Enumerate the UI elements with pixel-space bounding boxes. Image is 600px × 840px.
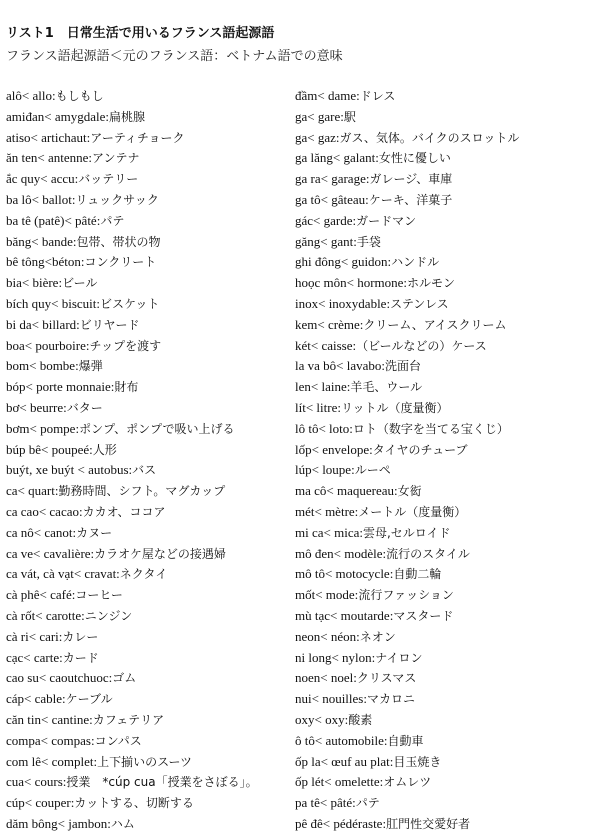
japanese-meaning: ガードマン [356, 213, 417, 228]
vietnamese-word: mô tô< motocycle: [295, 566, 394, 582]
vietnamese-word: mi ca< mica: [295, 524, 363, 540]
list-item [295, 232, 595, 253]
vietnamese-word: két< caisse: [295, 337, 357, 353]
japanese-meaning: 包帯、帯状の物 [76, 234, 161, 249]
list-item [6, 128, 290, 149]
list-item [6, 273, 290, 294]
vietnamese-word: hoọc môn< hormone: [295, 275, 408, 291]
list-item [295, 86, 595, 107]
japanese-meaning: ホルモン [407, 276, 456, 291]
list-item [295, 252, 595, 273]
japanese-meaning: カード [62, 650, 99, 665]
vietnamese-word: bơ< beurre: [6, 399, 67, 415]
list-item [6, 336, 290, 357]
vietnamese-word: ốp la< œuf au plat: [295, 753, 394, 769]
japanese-meaning: 授業 *cúp cua「授業をさぼる」。 [66, 775, 258, 790]
list-item [6, 731, 290, 752]
list-item [6, 502, 290, 523]
japanese-meaning: ビスケット [100, 296, 160, 311]
vietnamese-word: cạc< carte: [6, 649, 63, 665]
list-item [295, 460, 595, 481]
list-item [6, 648, 290, 669]
japanese-meaning: ニンジン [84, 608, 133, 623]
japanese-meaning: ネクタイ [119, 567, 168, 582]
list-item [6, 460, 290, 481]
japanese-meaning: ガス、気体。バイクのスロットル [339, 130, 520, 145]
japanese-meaning: 流行ファッション [358, 588, 454, 603]
japanese-meaning: ステンレス [390, 296, 449, 311]
vietnamese-word: ắc quy< accu: [6, 171, 79, 187]
list-item [295, 731, 595, 752]
list-item [295, 793, 595, 814]
vietnamese-word: ca vát, cà vạt< cravat: [6, 566, 120, 582]
list-item [295, 772, 595, 793]
japanese-meaning: カレー [62, 629, 99, 644]
japanese-meaning: ビール [62, 276, 98, 291]
japanese-meaning: リュックサック [75, 192, 159, 207]
japanese-meaning: （ビールなどの）ケース [356, 338, 487, 353]
list-item [6, 190, 290, 211]
japanese-meaning: オムレツ [383, 775, 432, 790]
vietnamese-word: alô< allo: [6, 88, 56, 103]
japanese-meaning: マカロニ [366, 692, 415, 707]
vietnamese-word: bích quy< biscuit: [6, 295, 100, 311]
list-item [6, 398, 290, 419]
japanese-meaning: アーティチョーク [90, 130, 185, 145]
japanese-meaning: 上下揃いのスーツ [97, 754, 193, 769]
list-item [295, 377, 595, 398]
list-item [295, 585, 595, 606]
list-item [295, 398, 595, 419]
japanese-meaning: 人形 [92, 442, 117, 457]
list-item [295, 814, 595, 835]
vietnamese-word: bi da< billard: [6, 316, 80, 332]
vietnamese-word: bóp< porte monnaie: [6, 379, 115, 395]
japanese-meaning: ガレージ、車庫 [369, 172, 453, 187]
list-item [295, 440, 595, 461]
list-item [6, 169, 290, 190]
vietnamese-word: ga< gaz: [295, 129, 340, 145]
list-item [295, 752, 595, 773]
vietnamese-word: ca nô< canot: [6, 524, 77, 540]
japanese-meaning: ドレス [359, 89, 396, 103]
list-item [6, 544, 290, 565]
list-item [6, 772, 290, 793]
list-item [6, 294, 290, 315]
vietnamese-word: ba tê (patê)< pâté: [6, 212, 101, 228]
japanese-meaning: 流行のスタイル [386, 546, 470, 561]
japanese-meaning: パテ [355, 796, 380, 811]
japanese-meaning: クリスマス [356, 671, 417, 686]
list-item [295, 668, 595, 689]
japanese-meaning: チップを渡す [89, 338, 162, 353]
list-item [6, 668, 290, 689]
vietnamese-word: cua< cours: [6, 774, 67, 790]
japanese-meaning: バター [66, 400, 103, 415]
vietnamese-word: bom< bombe: [6, 358, 79, 374]
vietnamese-word: búp bê< poupeé: [6, 441, 93, 457]
right-column [295, 86, 595, 835]
vietnamese-word: cà rốt< carotte: [6, 607, 85, 623]
japanese-meaning: 目玉焼き [393, 754, 442, 769]
list-item [6, 793, 290, 814]
list-title: リスト1 日常生活で用いるフランス語起源語 [6, 26, 275, 41]
list-item [6, 814, 290, 835]
vietnamese-word: cà ri< cari: [6, 628, 63, 644]
vietnamese-word: ga< gare: [295, 108, 344, 124]
list-item [295, 211, 595, 232]
japanese-meaning: ケーブル [65, 692, 113, 707]
vietnamese-word: ăn ten< antenne: [6, 150, 93, 166]
japanese-meaning: タイヤのチューブ [372, 442, 468, 457]
list-item [295, 356, 595, 377]
vietnamese-word: ma cô< maquereau: [295, 483, 398, 499]
list-item [295, 523, 595, 544]
list-item [6, 606, 290, 627]
list-item [6, 356, 290, 377]
vietnamese-word: nui< nouilles: [295, 691, 367, 707]
list-item [6, 627, 290, 648]
vietnamese-word: buýt, xe buýt < autobus: [6, 462, 133, 478]
vietnamese-word: pê đê< pédérastе: [295, 815, 387, 831]
list-item [295, 481, 595, 502]
list-item [6, 523, 290, 544]
list-item [295, 315, 595, 336]
japanese-meaning: ハンドル [391, 255, 440, 270]
japanese-meaning: リットル（度量衡） [340, 400, 449, 415]
vietnamese-word: ca< quart: [6, 483, 59, 499]
japanese-meaning: バス [132, 463, 157, 478]
vietnamese-word: lít< litre: [295, 399, 341, 415]
list-item [6, 315, 290, 336]
vietnamese-word: cà phê< café: [6, 587, 76, 603]
list-item [295, 294, 595, 315]
vietnamese-word: mét< mètre: [295, 503, 359, 519]
list-item [295, 627, 595, 648]
list-item [295, 648, 595, 669]
japanese-meaning: ポンプ、ポンプで吸い上げる [79, 421, 235, 436]
list-item [295, 273, 595, 294]
japanese-meaning: 爆弾 [78, 359, 103, 374]
vietnamese-word: mô đen< modèle: [295, 545, 387, 561]
vietnamese-word: lô tô< loto: [295, 420, 353, 436]
japanese-meaning: 駅 [343, 109, 356, 124]
japanese-meaning: ハム [110, 816, 135, 831]
list-item [6, 252, 290, 273]
japanese-meaning: 扁桃腺 [109, 109, 146, 124]
japanese-meaning: 酸素 [348, 712, 373, 727]
vietnamese-word: neon< néon: [295, 628, 360, 644]
japanese-meaning: コンクリート [84, 255, 157, 270]
vietnamese-word: lúp< loupe: [295, 462, 355, 478]
vietnamese-word: bê tông<béton: [6, 254, 85, 270]
japanese-meaning: 勤務時間、シフト。マグカップ [58, 484, 226, 499]
list-item [295, 606, 595, 627]
vietnamese-word: pa tê< pâté: [295, 795, 356, 811]
japanese-meaning: 洗面台 [385, 359, 422, 374]
japanese-meaning: カヌー [76, 525, 113, 540]
vietnamese-word: boa< pourboire: [6, 337, 90, 353]
list-item [6, 752, 290, 773]
list-item [6, 710, 290, 731]
vietnamese-word: ghi đông< guidon: [295, 254, 392, 270]
vietnamese-word: ốp lét< omelette: [295, 774, 384, 790]
list-item [6, 564, 290, 585]
japanese-meaning: 肛門性交愛好者 [386, 816, 471, 831]
japanese-meaning: もしもし [55, 89, 104, 103]
list-item [295, 419, 595, 440]
list-item [295, 564, 595, 585]
vietnamese-word: ô tô< automobile: [295, 732, 388, 748]
list-item [295, 336, 595, 357]
list-subtitle: フランス語起源語＜元のフランス語：ベトナム語での意味 [6, 49, 343, 64]
japanese-meaning: 雲母,セルロイド [362, 525, 451, 540]
vietnamese-word: kem< crème: [295, 316, 364, 332]
vietnamese-word: gác< garde: [295, 212, 357, 228]
japanese-meaning: ナイロン [375, 650, 423, 665]
japanese-meaning: 女衒 [397, 484, 422, 499]
japanese-meaning: 女性に優しい [378, 151, 451, 166]
list-item [295, 148, 595, 169]
vietnamese-word: ga ra< garage: [295, 171, 370, 187]
japanese-meaning: ロト（数字を当てる宝くじ） [352, 421, 509, 436]
vietnamese-word: compa< compas: [6, 732, 95, 748]
list-item [6, 440, 290, 461]
japanese-meaning: カットする、切断する [74, 796, 194, 811]
japanese-meaning: コンパス [94, 733, 142, 748]
vietnamese-word: ga lăng< galant: [295, 150, 379, 166]
vietnamese-word: len< laine: [295, 379, 351, 395]
japanese-meaning: カフェテリア [92, 712, 165, 727]
list-item [6, 689, 290, 710]
japanese-meaning: ルーペ [354, 463, 391, 478]
vietnamese-word: băng< bande: [6, 233, 77, 249]
vietnamese-word: bia< bière: [6, 275, 63, 291]
japanese-meaning: パテ [100, 213, 125, 228]
list-item [295, 710, 595, 731]
japanese-meaning: クリーム、アイスクリーム [363, 317, 507, 332]
list-item [6, 107, 290, 128]
japanese-meaning: カラオケ屋などの接遇婦 [94, 546, 226, 561]
vietnamese-word: bơm< pompe: [6, 420, 80, 436]
list-item [295, 544, 595, 565]
vietnamese-word: atiso< artichaut: [6, 129, 91, 145]
vietnamese-word: ca ve< cavalière: [6, 545, 95, 561]
vietnamese-word: cúp< couper: [6, 795, 75, 811]
list-item [6, 86, 290, 107]
vietnamese-word: dăm bông< jambon: [6, 815, 111, 831]
vietnamese-word: ga tô< gâteau: [295, 191, 369, 207]
vietnamese-word: inox< inoxydable: [295, 295, 391, 311]
japanese-meaning: カカオ、ココア [82, 504, 166, 519]
left-column [6, 86, 290, 835]
list-item [6, 419, 290, 440]
vietnamese-word: la va bô< lavabo: [295, 358, 385, 374]
list-item [6, 232, 290, 253]
japanese-meaning: 手袋 [356, 234, 381, 249]
vietnamese-word: mù tạc< moutarde: [295, 607, 394, 623]
list-item [6, 481, 290, 502]
list-item [295, 502, 595, 523]
vietnamese-word: noen< noel: [295, 670, 357, 686]
vietnamese-word: com lê< complet: [6, 753, 98, 769]
japanese-meaning: ネオン [359, 629, 396, 644]
list-item [6, 585, 290, 606]
japanese-meaning: ゴム [112, 671, 137, 686]
japanese-meaning: ビリヤード [79, 317, 140, 332]
list-item [295, 169, 595, 190]
vietnamese-word: cáp< cable: [6, 691, 66, 707]
japanese-meaning: コーヒー [75, 588, 123, 603]
japanese-meaning: マスタード [393, 608, 454, 623]
list-item [295, 107, 595, 128]
japanese-meaning: アンテナ [92, 151, 140, 166]
japanese-meaning: 自動二輪 [393, 567, 442, 582]
vietnamese-word: ni long< nylon: [295, 649, 376, 665]
japanese-meaning: ケーキ、洋菓子 [368, 192, 453, 207]
vietnamese-word: oxy< oxy: [295, 711, 349, 727]
vietnamese-word: đầm< dame: [295, 88, 360, 103]
list-item [295, 128, 595, 149]
vietnamese-word: mốt< mode: [295, 587, 359, 603]
list-item [6, 377, 290, 398]
vietnamese-word: căn tin< cantine: [6, 711, 93, 727]
vietnamese-word: cao su< caoutchuoc: [6, 670, 113, 686]
vietnamese-word: ba lô< ballot: [6, 191, 76, 207]
list-item [295, 689, 595, 710]
japanese-meaning: メートル（度量衡） [358, 504, 467, 519]
japanese-meaning: 自動車 [387, 733, 424, 748]
vietnamese-word: ca cao< cacao: [6, 503, 83, 519]
vietnamese-word: amiđan< amygdale: [6, 108, 109, 124]
vietnamese-word: lốp< envelope: [295, 441, 373, 457]
japanese-meaning: 羊毛、ウール [350, 380, 423, 395]
list-item [6, 211, 290, 232]
vietnamese-word: găng< gant: [295, 233, 357, 249]
list-item [295, 190, 595, 211]
japanese-meaning: バッテリー [78, 172, 139, 187]
list-item [6, 148, 290, 169]
japanese-meaning: 財布 [114, 380, 139, 395]
